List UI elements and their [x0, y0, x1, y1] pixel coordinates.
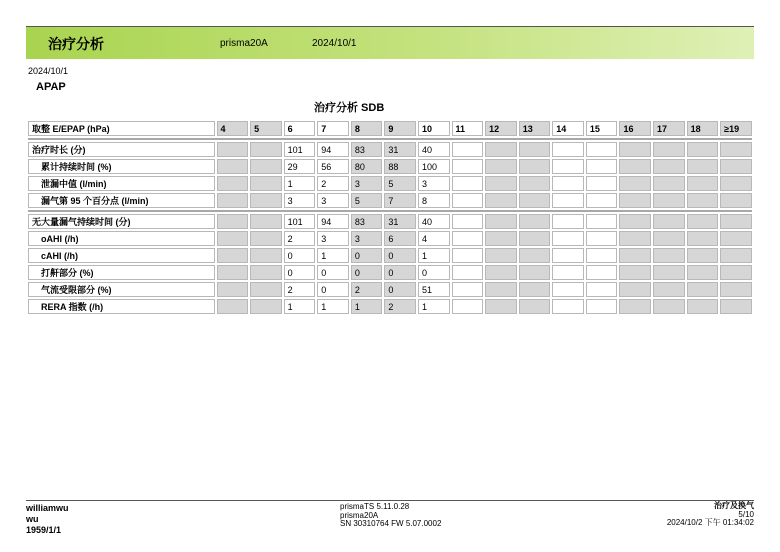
header-banner: [26, 27, 754, 59]
table-cell: 29: [284, 159, 316, 174]
table-cell: [619, 214, 651, 229]
table-cell: [619, 193, 651, 208]
table-cell: 4: [418, 231, 450, 246]
table-cell: [720, 142, 752, 157]
table-cell: [250, 265, 282, 280]
table-cell: [653, 231, 685, 246]
table-cell: [485, 176, 517, 191]
table-cell: 40: [418, 214, 450, 229]
table-cell: [452, 299, 484, 314]
row-label: 气流受限部分 (%): [28, 282, 215, 297]
row-label: 泄漏中值 (l/min): [28, 176, 215, 191]
table-cell: [217, 248, 249, 263]
report-date: 2024/10/1: [28, 66, 69, 76]
separator-bar: [28, 210, 752, 212]
table-cell: [720, 282, 752, 297]
table-cell: [552, 176, 584, 191]
table-cell: [519, 265, 551, 280]
table-cell: [653, 176, 685, 191]
table-row: [28, 282, 752, 297]
table-cell: [720, 299, 752, 314]
table-cell: 3: [418, 176, 450, 191]
table-cell: [687, 159, 719, 174]
table-cell: [586, 248, 618, 263]
table-cell: [217, 193, 249, 208]
table-cell: [217, 265, 249, 280]
table-cell: [552, 282, 584, 297]
table-cell: [519, 159, 551, 174]
table-cell: [586, 142, 618, 157]
table-cell: 101: [284, 142, 316, 157]
table-row: [28, 214, 752, 229]
table-cell: [217, 282, 249, 297]
table-cell: [653, 299, 685, 314]
table-cell: [687, 265, 719, 280]
table-cell: [653, 265, 685, 280]
table-cell: [485, 265, 517, 280]
table-cell: [552, 214, 584, 229]
table-cell: [250, 231, 282, 246]
table-cell: [619, 159, 651, 174]
column-header: 15: [586, 121, 618, 136]
table-cell: 0: [384, 282, 416, 297]
table-cell: 2: [384, 299, 416, 314]
table-cell: 0: [418, 265, 450, 280]
column-header: 7: [317, 121, 349, 136]
table-cell: 5: [351, 193, 383, 208]
column-header: 12: [485, 121, 517, 136]
table-cell: 51: [418, 282, 450, 297]
table-cell: [519, 193, 551, 208]
table-cell: [619, 231, 651, 246]
table-cell: [519, 282, 551, 297]
table-row: [28, 299, 752, 314]
table-cell: 1: [317, 248, 349, 263]
table-cell: [619, 142, 651, 157]
table-cell: 0: [317, 265, 349, 280]
footer-patient: [26, 503, 69, 536]
sdb-analysis-table: [26, 119, 754, 316]
table-cell: [250, 282, 282, 297]
table-cell: [250, 159, 282, 174]
table-cell: [586, 265, 618, 280]
table-cell: 80: [351, 159, 383, 174]
table-cell: [452, 193, 484, 208]
table-cell: 94: [317, 142, 349, 157]
separator-bar: [28, 138, 752, 140]
footer-meta: [667, 502, 754, 528]
row-label: 累计持续时间 (%): [28, 159, 215, 174]
table-cell: 83: [351, 142, 383, 157]
table-cell: [250, 193, 282, 208]
table-cell: 31: [384, 142, 416, 157]
table-cell: [586, 299, 618, 314]
table-cell: 31: [384, 214, 416, 229]
table-cell: 1: [418, 299, 450, 314]
column-header: 14: [552, 121, 584, 136]
table-cell: [485, 159, 517, 174]
table-cell: 1: [284, 299, 316, 314]
table-cell: [552, 159, 584, 174]
table-cell: 5: [384, 176, 416, 191]
table-cell: 100: [418, 159, 450, 174]
table-cell: [519, 176, 551, 191]
table-cell: [619, 299, 651, 314]
software-version: prismaTS 5.11.0.28: [340, 502, 410, 511]
table-cell: [452, 142, 484, 157]
table-cell: [519, 142, 551, 157]
table-cell: 0: [351, 248, 383, 263]
table-cell: [217, 176, 249, 191]
page-number: 5/10: [738, 509, 754, 519]
table-cell: 3: [284, 193, 316, 208]
table-cell: 2: [284, 231, 316, 246]
table-cell: [653, 193, 685, 208]
table-cell: [720, 265, 752, 280]
table-cell: 1: [317, 299, 349, 314]
table-cell: [720, 214, 752, 229]
table-cell: 0: [317, 282, 349, 297]
table-cell: 1: [418, 248, 450, 263]
table-cell: [619, 248, 651, 263]
table-cell: [687, 248, 719, 263]
patient-surname: wu: [26, 514, 39, 524]
table-cell: 56: [317, 159, 349, 174]
device-model: prisma20A: [340, 510, 379, 520]
table-cell: [485, 214, 517, 229]
row-label: RERA 指数 (/h): [28, 299, 215, 314]
table-cell: [586, 214, 618, 229]
column-header: 10: [418, 121, 450, 136]
column-header: 16: [619, 121, 651, 136]
table-cell: 3: [317, 193, 349, 208]
therapy-mode: APAP: [36, 81, 66, 93]
patient-name: williamwu: [26, 503, 69, 513]
table-cell: [519, 214, 551, 229]
row-label: 治疗时长 (分): [28, 142, 215, 157]
table-row: [28, 265, 752, 280]
table-cell: 83: [351, 214, 383, 229]
table-cell: [519, 231, 551, 246]
table-cell: [687, 231, 719, 246]
table-cell: [586, 282, 618, 297]
table-cell: [586, 176, 618, 191]
table-cell: [485, 193, 517, 208]
row-label: oAHI (/h): [28, 231, 215, 246]
table-cell: [619, 282, 651, 297]
table-cell: 0: [384, 248, 416, 263]
column-header: 4: [217, 121, 249, 136]
table-cell: [586, 159, 618, 174]
bottom-rule: [26, 500, 754, 501]
table-cell: [586, 193, 618, 208]
table-row: [28, 248, 752, 263]
table-cell: [485, 248, 517, 263]
table-cell: [452, 282, 484, 297]
table-cell: [687, 282, 719, 297]
table-cell: 3: [351, 176, 383, 191]
print-timestamp: 2024/10/2 下午 01:34:02: [666, 518, 754, 527]
table-cell: [653, 159, 685, 174]
row-label: 无大量漏气持续时间 (分): [28, 214, 215, 229]
table-cell: [720, 176, 752, 191]
page-title: 治疗分析: [48, 36, 104, 52]
table-cell: [687, 142, 719, 157]
table-cell: [552, 193, 584, 208]
table-row: [28, 231, 752, 246]
table-cell: [720, 159, 752, 174]
table-cell: 6: [384, 231, 416, 246]
table-cell: 0: [384, 265, 416, 280]
footer-software: [340, 503, 441, 529]
table-header-row: [28, 121, 752, 136]
table-cell: 1: [351, 299, 383, 314]
table-cell: [653, 214, 685, 229]
table-cell: [250, 299, 282, 314]
table-cell: 0: [351, 265, 383, 280]
table-cell: [217, 142, 249, 157]
row-label: cAHI (/h): [28, 248, 215, 263]
table-row: [28, 159, 752, 174]
table-cell: 94: [317, 214, 349, 229]
column-header: ≥19: [720, 121, 752, 136]
table-cell: 101: [284, 214, 316, 229]
table-cell: [552, 142, 584, 157]
column-header: 18: [687, 121, 719, 136]
table-cell: [452, 214, 484, 229]
table-cell: [720, 231, 752, 246]
table-cell: [217, 214, 249, 229]
table-cell: [586, 231, 618, 246]
table-cell: [485, 142, 517, 157]
table-cell: 1: [284, 176, 316, 191]
table-cell: [687, 299, 719, 314]
table-cell: [519, 248, 551, 263]
table-title: 治疗分析 SDB: [314, 102, 385, 114]
table-cell: [217, 299, 249, 314]
table-cell: [250, 176, 282, 191]
table-cell: [452, 231, 484, 246]
table-cell: 2: [317, 176, 349, 191]
group-separator: [28, 210, 752, 212]
table-cell: [552, 265, 584, 280]
table-cell: [552, 248, 584, 263]
table-cell: [250, 142, 282, 157]
table-cell: [619, 176, 651, 191]
table-cell: [452, 265, 484, 280]
table-cell: 7: [384, 193, 416, 208]
table-cell: 2: [351, 282, 383, 297]
patient-birthdate: 1959/1/1: [26, 525, 62, 535]
table-cell: [653, 142, 685, 157]
table-cell: [452, 248, 484, 263]
serial-firmware: SN 30310764 FW 5.07.0002: [340, 519, 442, 528]
column-header: 13: [519, 121, 551, 136]
header-date: 2024/10/1: [312, 38, 357, 49]
table-cell: [250, 214, 282, 229]
device-name: prisma20A: [220, 38, 268, 49]
table-cell: 2: [284, 282, 316, 297]
table-cell: 3: [317, 231, 349, 246]
table-cell: [217, 231, 249, 246]
table-cell: [619, 265, 651, 280]
column-header: 8: [351, 121, 383, 136]
table-cell: 0: [284, 248, 316, 263]
table-cell: [687, 193, 719, 208]
table-cell: 88: [384, 159, 416, 174]
row-label: 漏气第 95 个百分点 (l/min): [28, 193, 215, 208]
table-cell: [519, 299, 551, 314]
table-cell: [250, 248, 282, 263]
table-cell: [720, 248, 752, 263]
table-cell: [452, 176, 484, 191]
table-cell: [653, 248, 685, 263]
table-cell: [485, 299, 517, 314]
column-header: 11: [452, 121, 484, 136]
column-header: 9: [384, 121, 416, 136]
table-cell: [552, 299, 584, 314]
table-cell: [452, 159, 484, 174]
column-header: 6: [284, 121, 316, 136]
header-label: 取整 E/EPAP (hPa): [28, 121, 215, 136]
table-cell: [720, 193, 752, 208]
report-section: 治疗及换气: [714, 501, 754, 510]
table-cell: [687, 176, 719, 191]
table-cell: [552, 231, 584, 246]
table-cell: [217, 159, 249, 174]
table-cell: [653, 282, 685, 297]
table-cell: [687, 214, 719, 229]
group-separator: [28, 138, 752, 140]
table-cell: 40: [418, 142, 450, 157]
table-cell: [485, 282, 517, 297]
table-row: [28, 142, 752, 157]
column-header: 5: [250, 121, 282, 136]
column-header: 17: [653, 121, 685, 136]
table-cell: [485, 231, 517, 246]
row-label: 打鼾部分 (%): [28, 265, 215, 280]
table-row: [28, 193, 752, 208]
table-cell: 0: [284, 265, 316, 280]
table-cell: 8: [418, 193, 450, 208]
table-row: [28, 176, 752, 191]
table-cell: 3: [351, 231, 383, 246]
